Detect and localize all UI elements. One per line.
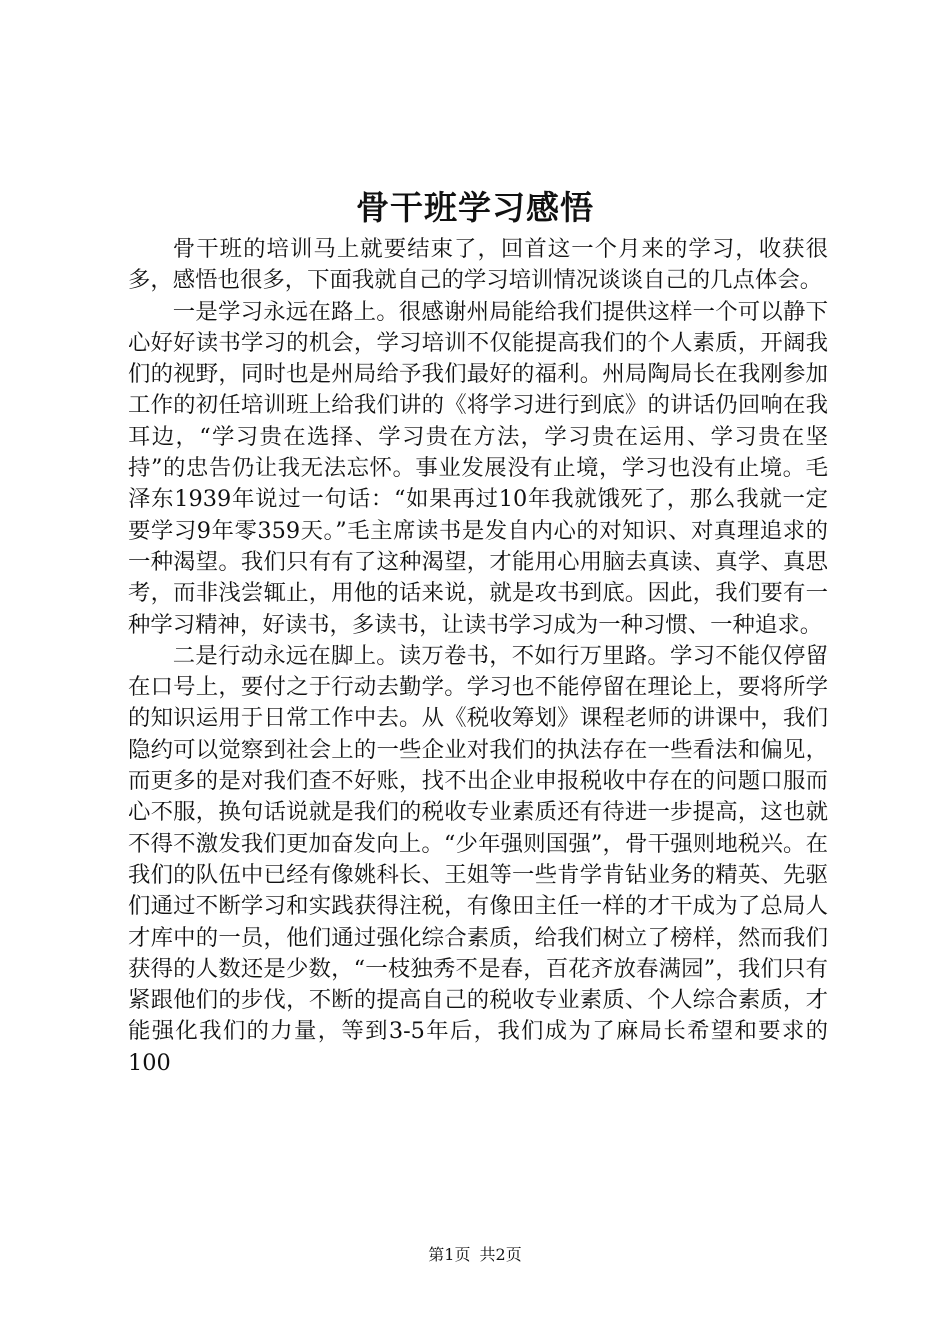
paragraph-intro: 骨干班的培训马上就要结束了，回首这一个月来的学习，收获很多，感悟也很多，下面我就自己的学习培训情况谈谈自己的几点体会。: [128, 236, 828, 294]
paragraph-action: 二是行动永远在脚上。读万卷书，不如行万里路。学习不能仅停留在口号上，要付之于行动去勤学。学习也不能停留在理论上，要将所学的知识运用于日常工作中去。从《税收筹划》课程老师的讲课中，我们隐约可以觉察到社会上的一些企业对我们的执法存在一些看法和偏见，而更多的是对我们查不好账，找不出企业申报税收中存在的问题口服而心不服，换句话说就是我们的税收专业素质还有待进一步提高，这也就不得不激发我们更加奋发向上。“少年强则国强”，骨干强则地税兴。在我们的队伍中已经有像姚科长、王姐等一些肯学肯钻业务的精英、先驱们通过不断学习和实践获得注税，有像田主任一样的才干成为了总局人才库中的一员，他们通过强化综合素质，给我们树立了榜样，然而我们获得的人数还是少数，“一枝独秀不是春，百花齐放春满园”，我们只有紧跟他们的步伐，不断的提高自己的税收专业素质、个人综合素质，才能强化我们的力量，等到3-5年后，我们成为了麻局长希望和要求的100: [128, 642, 828, 1076]
document-title: 骨干班学习感悟: [356, 188, 594, 227]
page-total: 共2页: [479, 1245, 522, 1264]
document-body: [128, 234, 828, 1079]
page-footer: [0, 1244, 950, 1266]
paragraph-learning: 一是学习永远在路上。很感谢州局能给我们提供这样一个可以静下心好好读书学习的机会，学习培训不仅能提高我们的个人素质，开阔我们的视野，同时也是州局给予我们最好的福利。州局陶局长在我刚参加工作的初任培训班上给我们讲的《将学习进行到底》的讲话仍回响在我耳边，“学习贵在选择、学习贵在方法，学习贵在运用、学习贵在坚持”的忠告仍让我无法忘怀。事业发展没有止境，学习也没有止境。毛泽东1939年说过一句话：“如果再过10年我就饿死了，那么我就一定要学习9年零359天。”毛主席读书是发自内心的对知识、对真理追求的一种渴望。我们只有有了这种渴望，才能用心用脑去真读、真学、真思考，而非浅尝辄止，用他的话来说，就是攻书到底。因此，我们要有一种学习精神，好读书，多读书，让读书学习成为一种习惯、一种追求。: [128, 298, 828, 638]
page-number: 第1页: [428, 1245, 471, 1264]
